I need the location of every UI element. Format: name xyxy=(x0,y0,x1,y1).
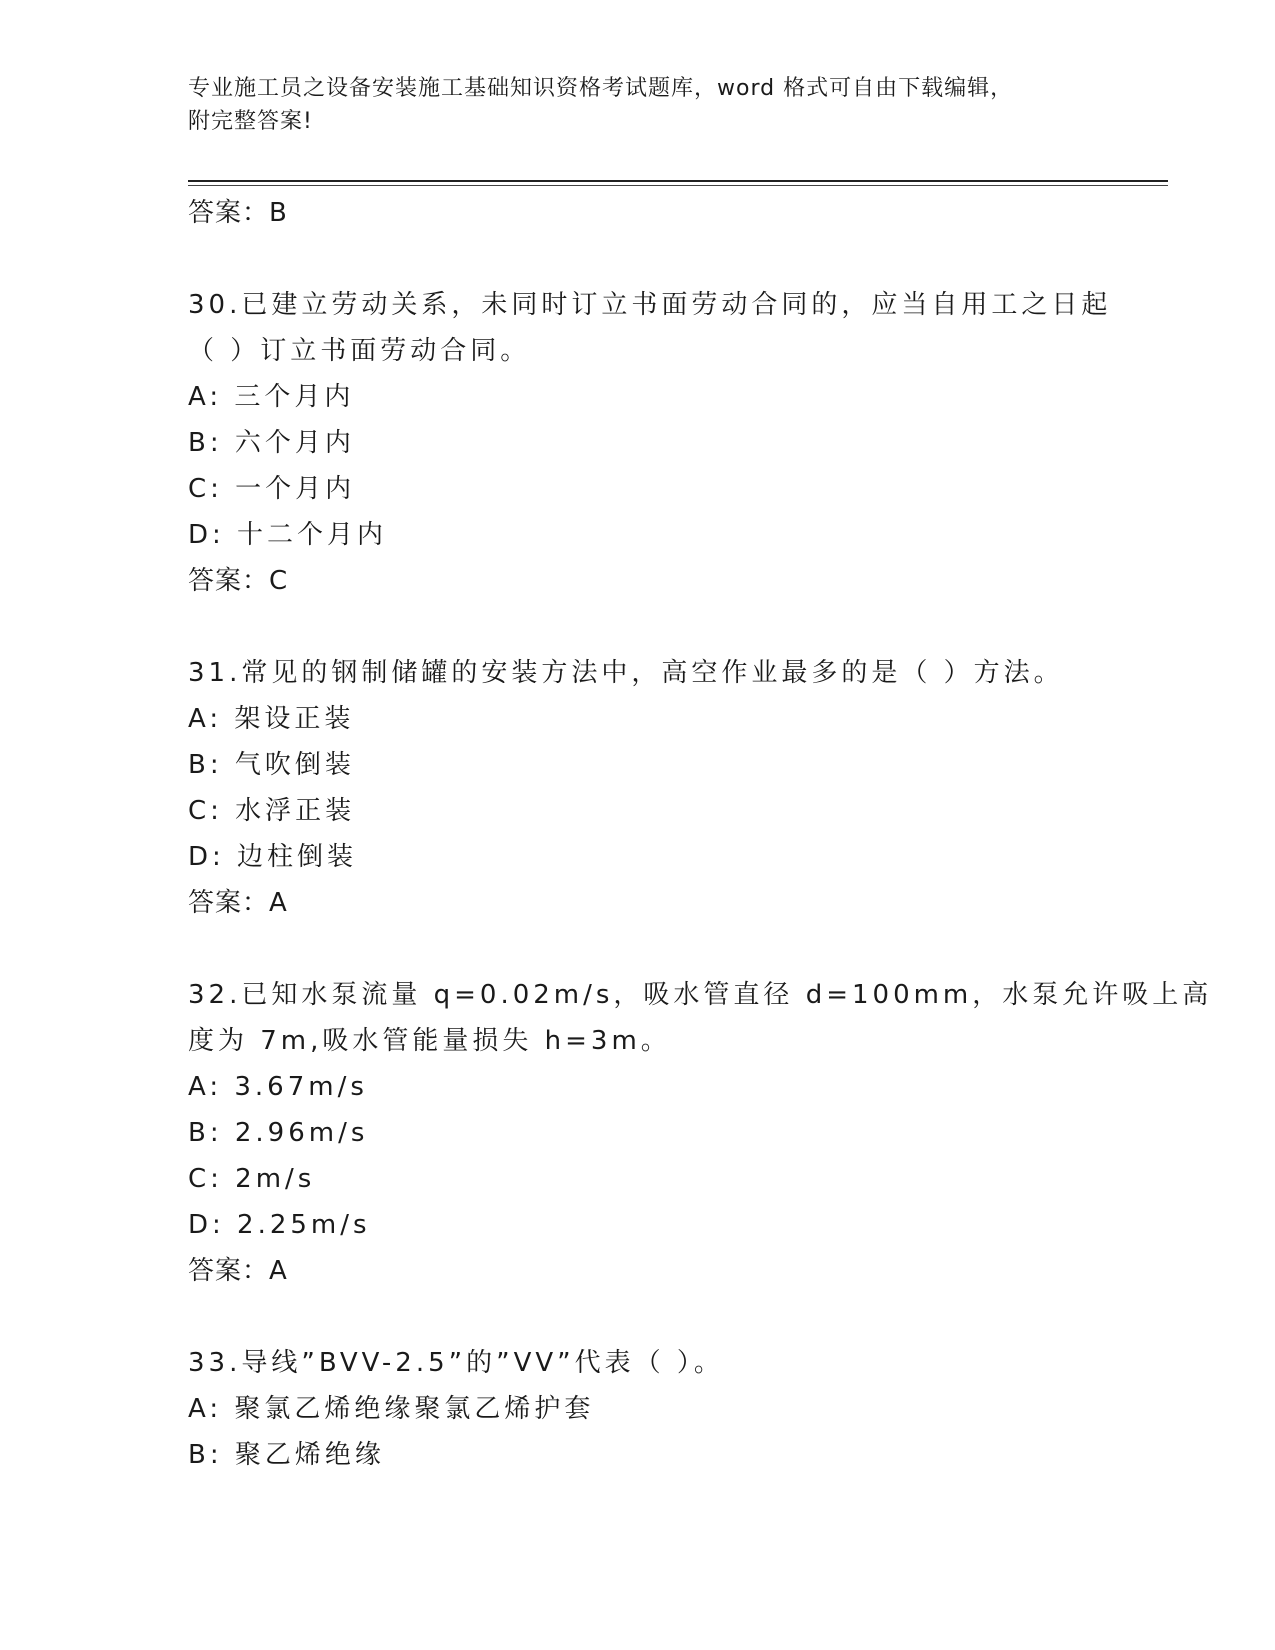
question-32-option-d: D: 2.25m/s xyxy=(188,1210,371,1240)
question-31-option-b: B: 气吹倒装 xyxy=(188,750,355,780)
question-32-option-a: A: 3.67m/s xyxy=(188,1072,368,1102)
question-30-option-c: C: 一个月内 xyxy=(188,474,356,504)
question-31-option-c: C: 水浮正装 xyxy=(188,796,356,826)
document-header xyxy=(188,72,1088,138)
header-line-1: 专业施工员之设备安装施工基础知识资格考试题库，word 格式可自由下载编辑， xyxy=(188,76,1014,101)
header-divider-thick xyxy=(188,180,1168,182)
question-33-option-a: A: 聚氯乙烯绝缘聚氯乙烯护套 xyxy=(188,1394,595,1424)
question-31-option-a: A: 架设正装 xyxy=(188,704,355,734)
question-32-text-line2: 度为 7m,吸水管能量损失 h=3m。 xyxy=(188,1026,671,1056)
question-32-option-c: C: 2m/s xyxy=(188,1164,316,1194)
header-line-2: 附完整答案! xyxy=(188,109,313,134)
answer-29: 答案：B xyxy=(188,198,288,228)
answer-30: 答案：C xyxy=(188,566,289,596)
question-31-option-d: D: 边柱倒装 xyxy=(188,842,358,872)
question-30-text-line2: （ ）订立书面劳动合同。 xyxy=(188,336,531,366)
question-30-option-d: D: 十二个月内 xyxy=(188,520,388,550)
question-30-option-a: A: 三个月内 xyxy=(188,382,355,412)
answer-32: 答案：A xyxy=(188,1256,288,1286)
question-list xyxy=(188,190,1213,1478)
question-32-text-line1: 32.已知水泵流量 q=0.02m/s，吸水管直径 d=100mm，水泵允许吸上高 xyxy=(188,980,1213,1010)
header-divider-thin xyxy=(188,185,1168,186)
question-31-text: 31.常见的钢制储罐的安装方法中，高空作业最多的是（ ）方法。 xyxy=(188,658,1064,688)
question-33-text: 33.导线”BVV-2.5”的”VV”代表（ ）。 xyxy=(188,1348,724,1378)
question-32-option-b: B: 2.96m/s xyxy=(188,1118,369,1148)
answer-31: 答案：A xyxy=(188,888,288,918)
question-30-option-b: B: 六个月内 xyxy=(188,428,355,458)
question-33-option-b: B: 聚乙烯绝缘 xyxy=(188,1440,385,1470)
question-30-text-line1: 30.已建立劳动关系，未同时订立书面劳动合同的，应当自用工之日起 xyxy=(188,290,1112,320)
